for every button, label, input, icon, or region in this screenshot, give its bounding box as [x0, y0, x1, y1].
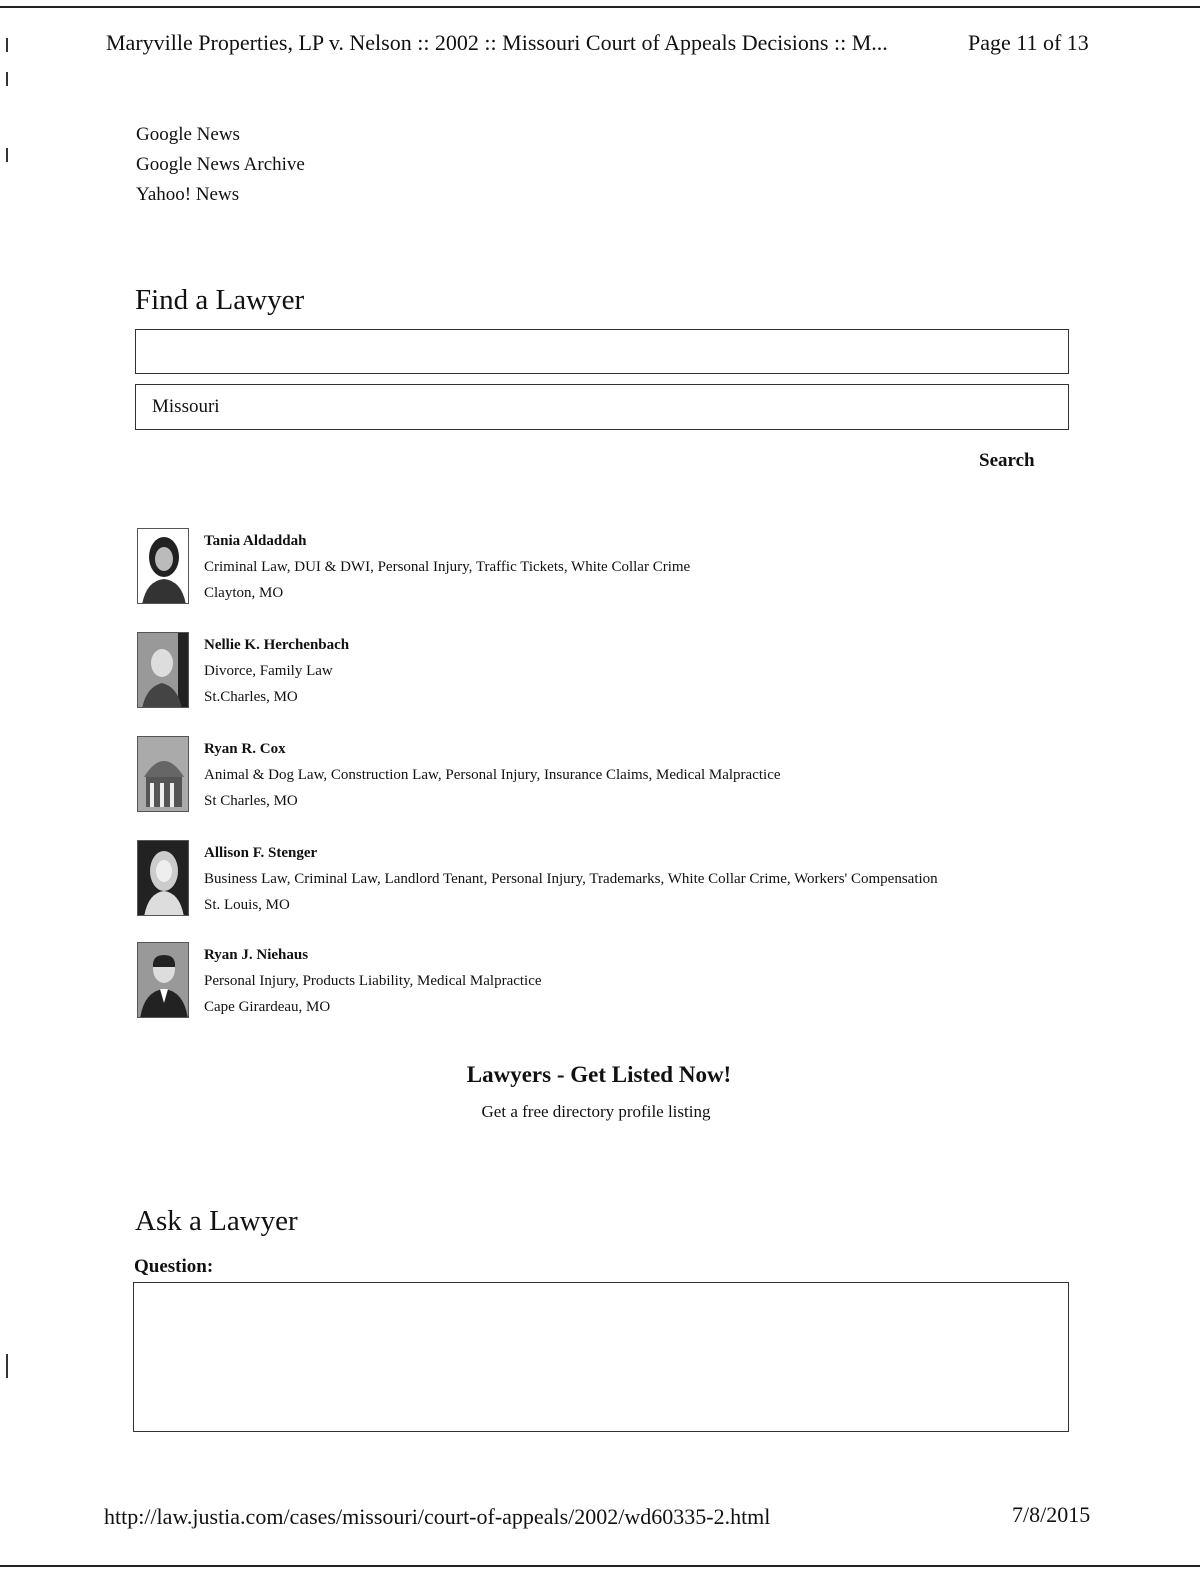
- news-link-google-news[interactable]: Google News: [136, 124, 240, 145]
- get-listed-subtitle: Get a free directory profile listing: [481, 1102, 711, 1121]
- scan-margin-mark: [6, 1354, 8, 1378]
- get-listed-heading[interactable]: Lawyers - Get Listed Now!: [466, 1062, 732, 1087]
- lawyer-practice-areas: Business Law, Criminal Law, Landlord Tenant, Personal Injury, Trademarks, White Collar Crime, Workers' Compensation: [204, 871, 938, 887]
- page-number: Page 11 of 13: [968, 30, 1089, 55]
- lawyer-photo[interactable]: [137, 942, 189, 1018]
- lawyer-name[interactable]: Allison F. Stenger: [204, 845, 318, 861]
- lawyer-location: Clayton, MO: [204, 585, 284, 601]
- lawyer-practice-areas: Personal Injury, Products Liability, Medical Malpractice: [204, 973, 542, 989]
- footer-date: 7/8/2015: [1012, 1502, 1091, 1527]
- lawyer-listing: [137, 632, 1097, 712]
- lawyer-location: St.Charles, MO: [204, 689, 298, 705]
- news-link-yahoo-news[interactable]: Yahoo! News: [136, 184, 240, 205]
- lawyer-photo[interactable]: [137, 736, 189, 812]
- lawyer-listing: [137, 736, 1097, 816]
- news-link-google-news-archive[interactable]: Google News Archive: [136, 154, 305, 175]
- lawyer-practice-areas: Criminal Law, DUI & DWI, Personal Injury, Traffic Tickets, White Collar Crime: [204, 559, 691, 575]
- question-label: Question:: [134, 1256, 214, 1277]
- lawyer-keyword-input[interactable]: [135, 329, 1069, 374]
- lawyer-practice-areas: Divorce, Family Law: [204, 663, 333, 679]
- search-button[interactable]: Search: [979, 450, 1035, 471]
- scan-margin-mark: [6, 148, 8, 162]
- page-border-bottom: [0, 1565, 1200, 1567]
- lawyer-location: St. Louis, MO: [204, 897, 290, 913]
- lawyer-practice-areas: Animal & Dog Law, Construction Law, Personal Injury, Insurance Claims, Medical Malpractice: [204, 767, 781, 783]
- news-links-list: [136, 120, 305, 210]
- question-textarea[interactable]: [133, 1282, 1069, 1432]
- scan-margin-mark: [6, 72, 8, 86]
- lawyer-name[interactable]: Nellie K. Herchenbach: [204, 637, 350, 653]
- footer-url: http://law.justia.com/cases/missouri/court-of-appeals/2002/wd60335-2.html: [104, 1504, 771, 1529]
- lawyer-name[interactable]: Tania Aldaddah: [204, 533, 307, 549]
- lawyer-listing: [137, 528, 1097, 608]
- lawyer-location-input[interactable]: [135, 384, 1069, 430]
- lawyer-listing: [137, 942, 1097, 1022]
- lawyer-location: St Charles, MO: [204, 793, 298, 809]
- find-a-lawyer-heading: Find a Lawyer: [135, 284, 305, 316]
- lawyer-name[interactable]: Ryan J. Niehaus: [204, 947, 309, 963]
- scan-margin-mark: [6, 38, 8, 52]
- ask-a-lawyer-heading: Ask a Lawyer: [135, 1205, 298, 1237]
- page-border-top: [0, 6, 1200, 8]
- lawyer-location: Cape Girardeau, MO: [204, 999, 331, 1015]
- lawyer-photo[interactable]: [137, 632, 189, 708]
- lawyer-photo[interactable]: [137, 528, 189, 604]
- document-header-title: Maryville Properties, LP v. Nelson :: 2002 :: Missouri Court of Appeals Decisions :: M...: [106, 30, 888, 55]
- lawyer-name[interactable]: Ryan R. Cox: [204, 741, 286, 757]
- lawyer-listing: [137, 840, 1097, 920]
- lawyer-photo[interactable]: [137, 840, 189, 916]
